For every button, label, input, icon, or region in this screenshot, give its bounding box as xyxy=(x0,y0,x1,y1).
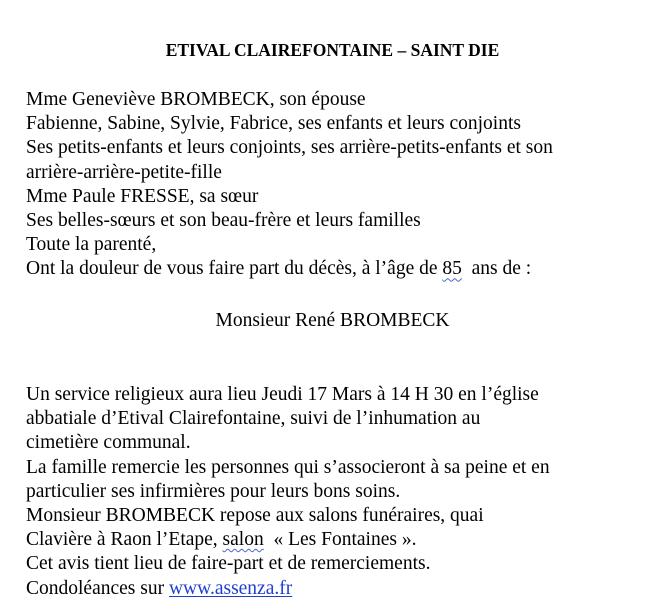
notice-line: Cet avis tient lieu de faire-part et de remerciements. xyxy=(26,553,431,575)
service-block xyxy=(26,383,656,601)
family-line: arrière-arrière-petite-fille xyxy=(26,161,222,183)
service-line: cimetière communal. xyxy=(26,432,191,454)
service-line: particulier ses infirmières pour leurs bons soins. xyxy=(26,480,401,502)
service-line: Monsieur BROMBECK repose aux salons funéraires, quai xyxy=(26,505,484,527)
service-line: Un service religieux aura lieu Jeudi 17 Mars à 14 H 30 en l’église xyxy=(26,384,539,405)
service-line: abbatiale d’Etival Clairefontaine, suivi de l’inhumation au xyxy=(26,408,481,430)
family-line: Mme Paule FRESSE, sa sœur xyxy=(26,185,259,207)
family-line: Ses petits-enfants et leurs conjoints, ses arrière-petits-enfants et son xyxy=(26,137,553,159)
salon-suffix: « Les Fontaines ». xyxy=(263,529,417,551)
family-line: Toute la parenté, xyxy=(26,234,157,256)
website-link[interactable]: www.assenza.fr xyxy=(168,577,293,599)
family-block xyxy=(26,88,656,282)
condolences-line xyxy=(26,577,656,601)
deceased-name: Monsieur René BROMBECK xyxy=(215,310,450,331)
salon-prefix: Clavière à Raon l’Etape, xyxy=(26,529,223,551)
salon-line xyxy=(26,528,656,552)
document-title: ETIVAL CLAIREFONTAINE – SAINT DIE xyxy=(165,40,500,60)
salon-word: salon xyxy=(222,529,264,551)
announcement-line xyxy=(26,257,656,281)
family-line: Fabienne, Sabine, Sylvie, Fabrice, ses enfants et leurs conjoints xyxy=(26,113,521,135)
age-value: 85 xyxy=(442,258,462,280)
announcement-prefix: Ont la douleur de vous faire part du décès, à l’âge de xyxy=(26,258,443,280)
announcement-suffix: ans de : xyxy=(461,258,532,280)
service-line: La famille remercie les personnes qui s’associeront à sa peine et en xyxy=(26,456,550,478)
condolences-prefix: Condoléances sur xyxy=(26,577,169,599)
family-line: Mme Geneviève BROMBECK, son épouse xyxy=(26,89,366,110)
family-line: Ses belles-sœurs et son beau-frère et leurs familles xyxy=(26,210,421,232)
